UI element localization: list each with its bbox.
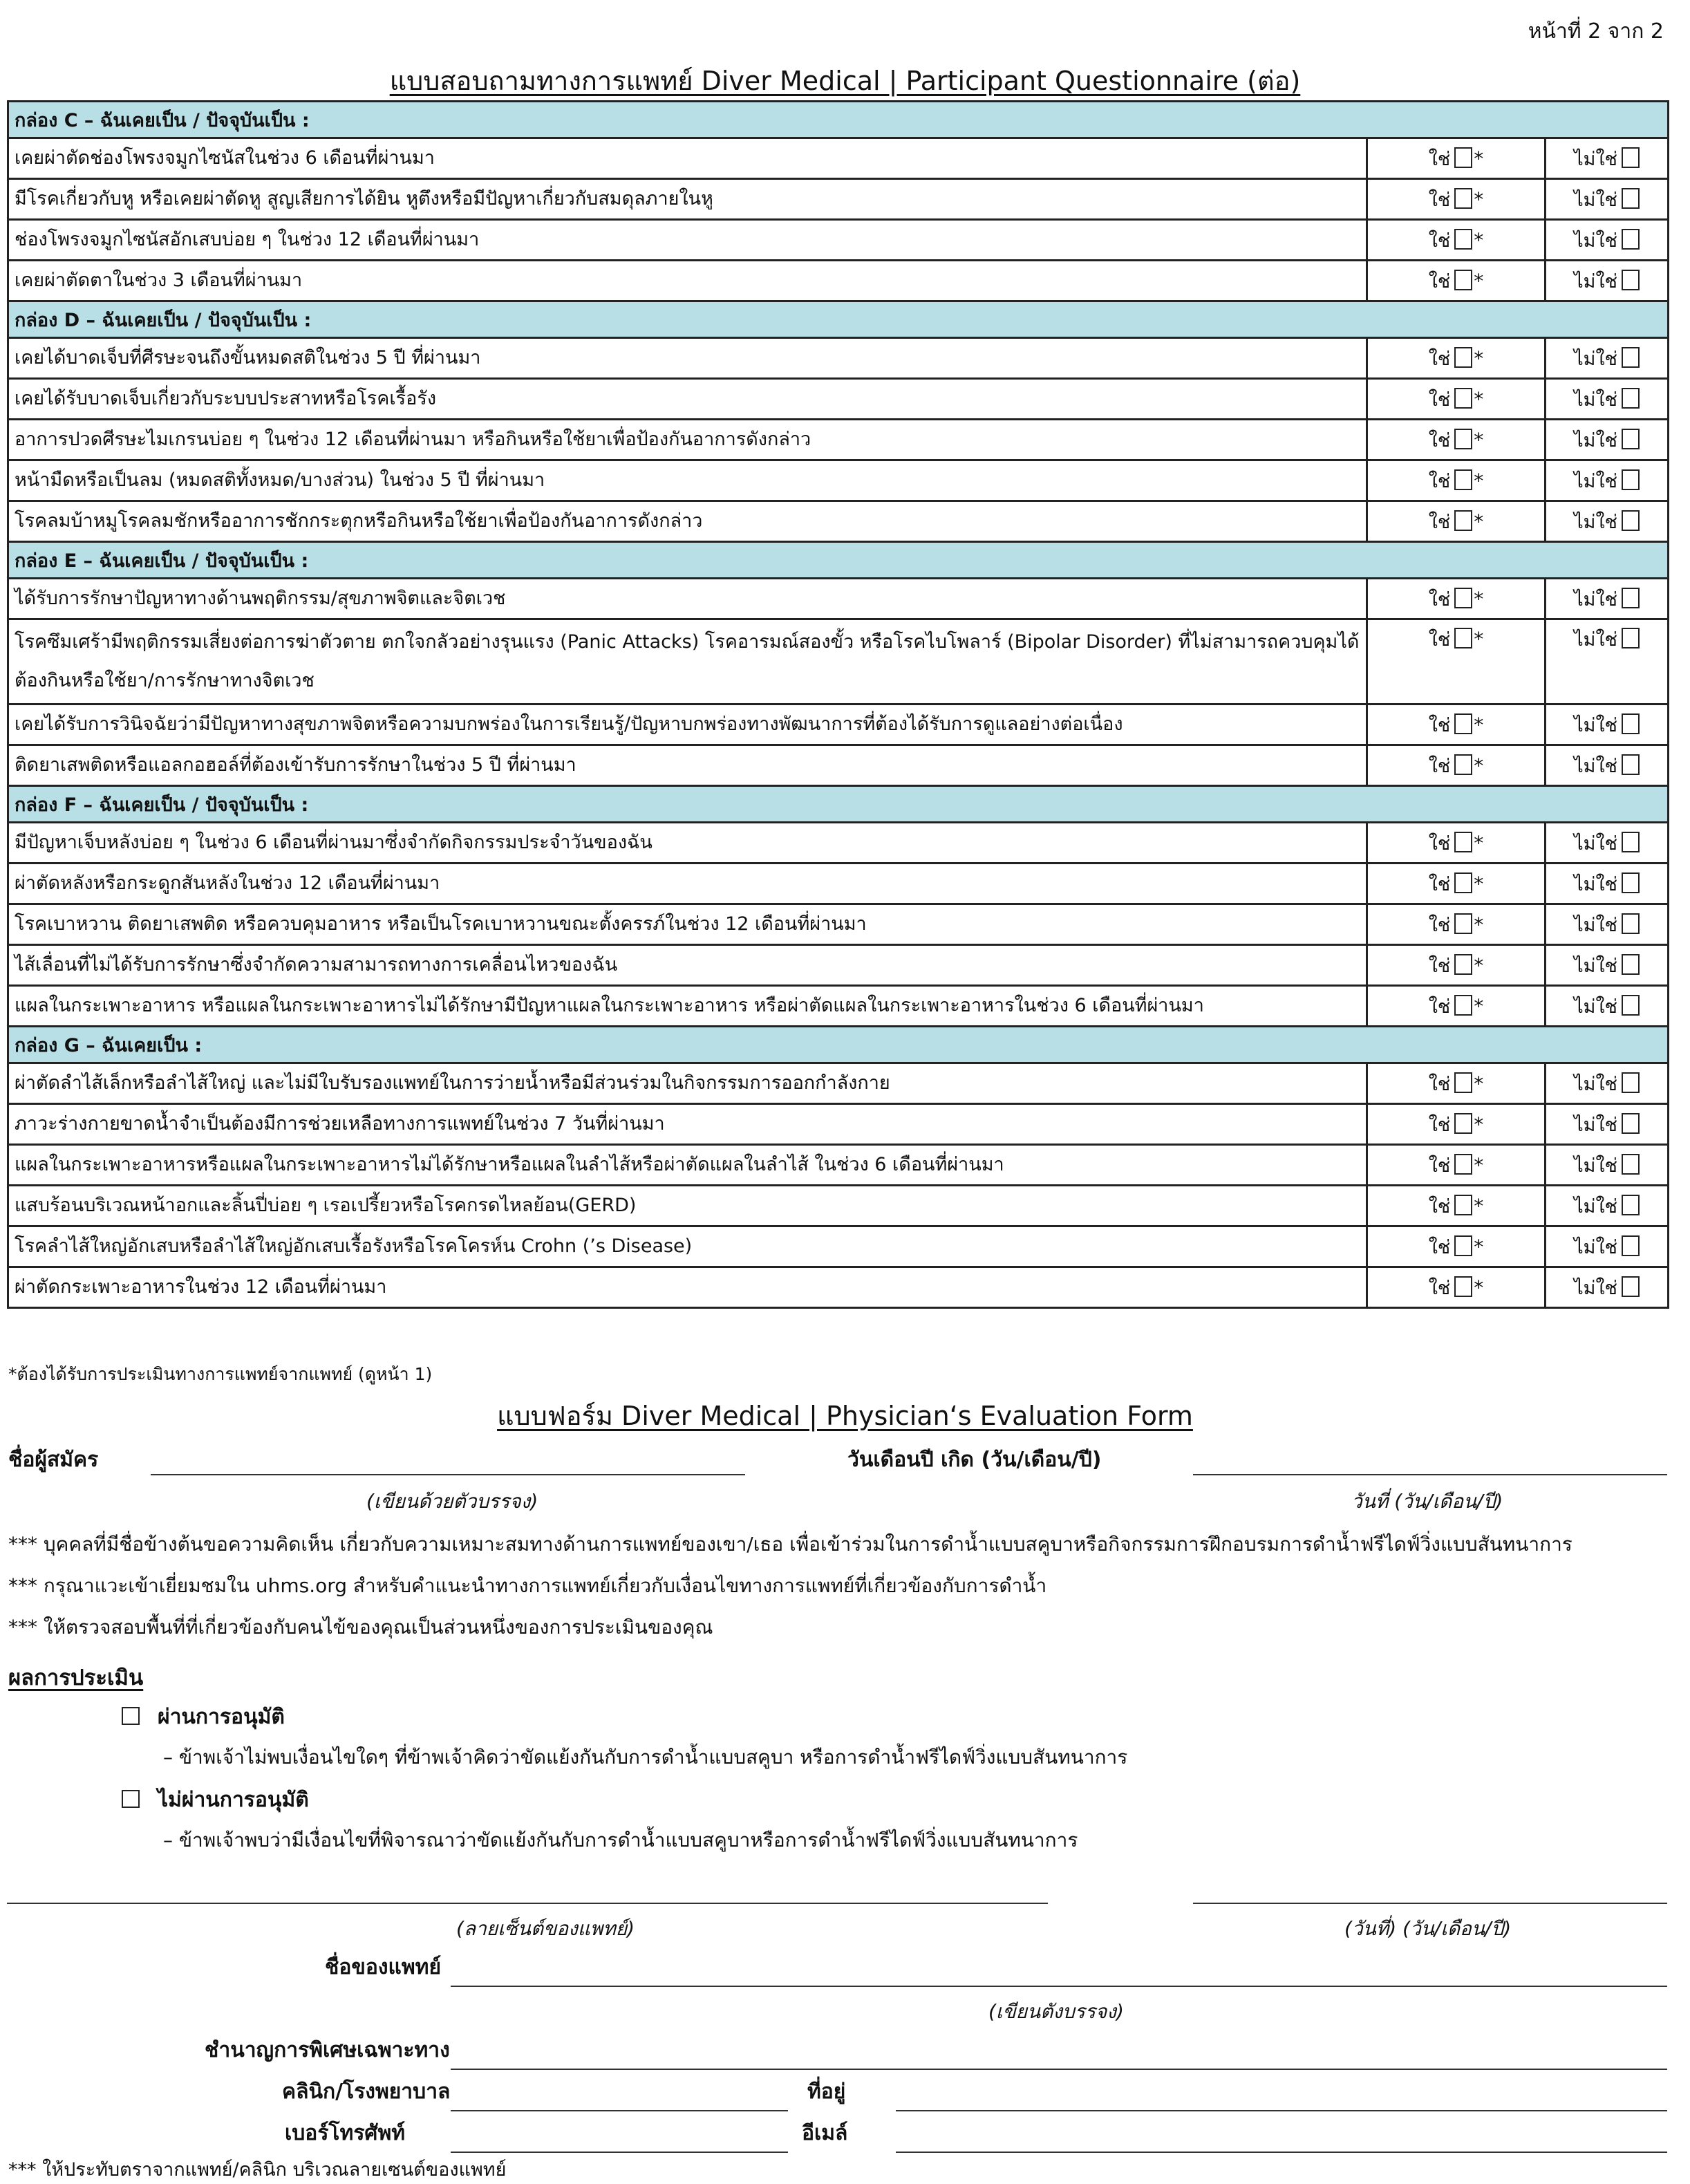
no-cell[interactable] [1546, 220, 1669, 261]
required-star: * [1474, 872, 1484, 895]
yes-cell[interactable] [1367, 420, 1546, 460]
date-hint: (วันที่) (วัน/เดือน/ปี) [1344, 1917, 1512, 1940]
no-cell[interactable] [1546, 379, 1669, 420]
no-cell[interactable] [1546, 986, 1669, 1027]
yes-cell[interactable] [1367, 704, 1546, 745]
no-cell[interactable] [1546, 420, 1669, 460]
no-label: ไม่ใช่ [1574, 389, 1617, 411]
question-text: แผลในกระเพาะอาหารหรือแผลในกระเพาะอาหารไม่ได้รักษาหรือแผลในลำไส้หรือผ่าตัดแผลในลำไส้ ในช่วง 6 เดือนที่ผ่านมา [8, 1145, 1367, 1186]
question-text: ได้รับการรักษาปัญหาทางด้านพฤติกรรม/สุขภาพจิตและจิตเวช [8, 579, 1367, 619]
no-checkbox[interactable] [1622, 388, 1640, 409]
required-star: * [1474, 187, 1484, 211]
question-row [8, 501, 1669, 542]
email-label: อีเมล์ [802, 2121, 848, 2145]
yes-cell[interactable] [1367, 179, 1546, 220]
required-star: * [1474, 269, 1484, 292]
yes-checkbox[interactable] [1454, 1072, 1472, 1093]
no-checkbox[interactable] [1622, 429, 1640, 449]
no-checkbox[interactable] [1622, 1072, 1640, 1093]
no-cell[interactable] [1546, 1226, 1669, 1267]
rejected-label: ไม่ผ่านการอนุมัติ [158, 1788, 309, 1812]
yes-checkbox[interactable] [1454, 429, 1472, 449]
question-row [8, 220, 1669, 261]
no-cell[interactable] [1546, 619, 1669, 704]
required-star: * [1474, 346, 1484, 370]
question-row [8, 904, 1669, 945]
no-cell[interactable] [1546, 460, 1669, 501]
yes-label: ใช่ [1428, 1073, 1451, 1095]
yes-label: ใช่ [1428, 955, 1451, 977]
question-text: ไส้เลื่อนที่ไม่ได้รับการรักษาซึ่งจำกัดความสามารถทางการเคลื่อนไหวของฉัน [8, 945, 1367, 986]
required-star: * [1474, 428, 1484, 451]
yes-label: ใช่ [1428, 1114, 1451, 1136]
question-text: ผ่าตัดหลังหรือกระดูกสันหลังในช่วง 12 เดือนที่ผ่านมา [8, 864, 1367, 904]
required-star: * [1474, 469, 1484, 492]
no-checkbox[interactable] [1622, 588, 1640, 608]
question-text: มีปัญหาเจ็บหลังบ่อย ๆ ในช่วง 6 เดือนที่ผ่านมาซึ่งจำกัดกิจกรรมประจำวันของฉัน [8, 823, 1367, 864]
no-label: ไม่ใช่ [1574, 873, 1617, 895]
physician-name-hint: (เขียนตังบรรจง) [988, 2000, 1124, 2023]
question-text: เคยผ่าตัดช่องโพรงจมูกไซนัสในช่วง 6 เดือนที่ผ่านมา [8, 138, 1367, 179]
physician-signature-field[interactable] [7, 1903, 1048, 1904]
no-label: ไม่ใช่ [1574, 470, 1617, 492]
required-star: * [1474, 713, 1484, 736]
question-text: มีโรคเกี่ยวกับหู หรือเคยผ่าตัดหู สูญเสียการได้ยิน หูตึงหรือมีปัญหาเกี่ยวกับสมดุลภายในหู [8, 179, 1367, 220]
no-cell[interactable] [1546, 1145, 1669, 1186]
required-star: * [1474, 387, 1484, 411]
no-label: ไม่ใช่ [1574, 755, 1617, 777]
no-label: ไม่ใช่ [1574, 1195, 1617, 1217]
signature-date-field[interactable] [1193, 1903, 1667, 1904]
clinic-label: คลินิก/โรงพยาบาล [282, 2080, 451, 2104]
email-field[interactable] [896, 2152, 1667, 2153]
question-text: ผ่าตัดลำไส้เล็กหรือลำไส้ใหญ่ และไม่มีใบรับรองแพทย์ในการว่ายน้ำหรือมีส่วนร่วมในกิจกรรมการออกกำลังกาย [8, 1063, 1367, 1104]
yes-checkbox[interactable] [1454, 954, 1472, 975]
question-row [8, 823, 1669, 864]
section-header: กล่อง C – ฉันเคยเป็น / ปัจจุบันเป็น : [8, 102, 1669, 138]
yes-label: ใช่ [1428, 914, 1451, 936]
section-header-row [8, 542, 1669, 579]
applicant-name-label: ชื่อผู้สมัคร [8, 1448, 99, 1472]
yes-checkbox[interactable] [1454, 229, 1472, 250]
no-checkbox[interactable] [1622, 1113, 1640, 1134]
question-row [8, 864, 1669, 904]
yes-checkbox[interactable] [1454, 628, 1472, 648]
question-text: แผลในกระเพาะอาหาร หรือแผลในกระเพาะอาหารไม่ได้รักษามีปัญหาแผลในกระเพาะอาหาร หรือผ่าตัดแผลในกระเพาะอาหารในช่วง 6 เดือนที่ผ่านมา [8, 986, 1367, 1027]
yes-label: ใช่ [1428, 873, 1451, 895]
no-checkbox[interactable] [1622, 872, 1640, 893]
yes-label: ใช่ [1428, 1236, 1451, 1258]
no-label: ไม่ใช่ [1574, 1155, 1617, 1177]
required-star: * [1474, 831, 1484, 855]
no-checkbox[interactable] [1622, 628, 1640, 648]
question-row [8, 338, 1669, 379]
required-star: * [1474, 994, 1484, 1018]
section-header: กล่อง D – ฉันเคยเป็น / ปัจจุบันเป็น : [8, 301, 1669, 338]
question-row [8, 261, 1669, 301]
approved-description: – ข้าพเจ้าไม่พบเงื่อนไขใดๆ ที่ข้าพเจ้าคิดว่าขัดแย้งกันกับการดำน้ำแบบสคูบา หรือการดำน้ำฟรีไดฟ์วิ่งแบบสันทนาการ [163, 1746, 1128, 1768]
question-text: ผ่าตัดกระเพาะอาหารในช่วง 12 เดือนที่ผ่านมา [8, 1267, 1367, 1308]
question-row [8, 579, 1669, 619]
physician-name-label: ชื่อของแพทย์ [325, 1955, 442, 1979]
questionnaire-title: แบบสอบถามทางการแพทย์ Diver Medical | Participant Questionnaire (ต่อ) [389, 66, 1301, 96]
question-text: โรคซึมเศร้ามีพฤติกรรมเสี่ยงต่อการฆ่าตัวตาย ตกใจกลัวอย่างรุนแรง (Panic Attacks) โรคอารมณ์สองขั้ว หรือโรคไบโพลาร์ (Bipolar Disorder) ที่ไม่สามารถควบคุมได้ต้องกินหรือใช้ยา/การรักษาทางจิตเวช [8, 619, 1367, 704]
rejected-description: – ข้าพเจ้าพบว่ามีเงื่อนไขที่พิจารณาว่าขัดแย้งกันกับการดำน้ำแบบสคูบาหรือการดำน้ำฟรีไดฟ์วิ่งแบบสันทนาการ [163, 1829, 1078, 1851]
question-row [8, 379, 1669, 420]
specialty-field[interactable] [451, 2069, 1667, 2070]
question-text: เคยได้รับการวินิจฉัยว่ามีปัญหาทางสุขภาพจิตหรือความบกพร่องในการเรียนรู้/ปัญหาบกพร่องทางพัฒนาการที่ต้องได้รับการดูแลอย่างต่อเนื่อง [8, 704, 1367, 745]
no-cell[interactable] [1546, 704, 1669, 745]
yes-checkbox[interactable] [1454, 388, 1472, 409]
section-header-row [8, 301, 1669, 338]
birth-date-field[interactable] [1193, 1474, 1667, 1475]
no-cell[interactable] [1546, 745, 1669, 786]
no-label: ไม่ใช่ [1574, 511, 1617, 533]
question-row [8, 1104, 1669, 1145]
no-checkbox[interactable] [1622, 954, 1640, 975]
no-checkbox[interactable] [1622, 913, 1640, 934]
question-row [8, 460, 1669, 501]
birth-date-label: วันเดือนปี เกิด (วัน/เดือน/ปี) [847, 1448, 1102, 1472]
yes-checkbox[interactable] [1454, 1276, 1472, 1297]
question-row [8, 945, 1669, 986]
yes-cell[interactable] [1367, 1063, 1546, 1104]
stamp-note: *** ให้ประทับตราจากแพทย์/คลินิก บริเวณลายเซนต์ของแพทย์ [8, 2159, 507, 2181]
required-star: * [1474, 1276, 1484, 1299]
no-checkbox[interactable] [1622, 1154, 1640, 1175]
no-checkbox[interactable] [1622, 1195, 1640, 1215]
yes-checkbox[interactable] [1454, 872, 1472, 893]
section-header-row [8, 786, 1669, 823]
required-star: * [1474, 1153, 1484, 1177]
yes-label: ใช่ [1428, 755, 1451, 777]
yes-label: ใช่ [1428, 588, 1451, 610]
yes-checkbox[interactable] [1454, 188, 1472, 209]
evaluation-title: แบบฟอร์ม Diver Medical | Physician‘s Evaluation Form [497, 1401, 1193, 1431]
yes-checkbox[interactable] [1454, 147, 1472, 168]
question-row [8, 138, 1669, 179]
yes-checkbox[interactable] [1454, 913, 1472, 934]
yes-label: ใช่ [1428, 511, 1451, 533]
yes-cell[interactable] [1367, 379, 1546, 420]
question-row [8, 704, 1669, 745]
yes-checkbox[interactable] [1454, 347, 1472, 368]
section-header: กล่อง E – ฉันเคยเป็น / ปัจจุบันเป็น : [8, 542, 1669, 579]
clinic-field[interactable] [451, 2110, 788, 2111]
yes-cell[interactable] [1367, 1186, 1546, 1226]
no-label: ไม่ใช่ [1574, 714, 1617, 736]
question-row [8, 986, 1669, 1027]
yes-cell[interactable] [1367, 945, 1546, 986]
no-cell[interactable] [1546, 501, 1669, 542]
question-text: แสบร้อนบริเวณหน้าอกและลิ้นปี่บ่อย ๆ เรอเปรี้ยวหรือโรคกรดไหลย้อน(GERD) [8, 1186, 1367, 1226]
question-row [8, 1226, 1669, 1267]
question-text: ช่องโพรงจมูกไซนัสอักเสบบ่อย ๆ ในช่วง 12 เดือนที่ผ่านมา [8, 220, 1367, 261]
no-checkbox[interactable] [1622, 1235, 1640, 1256]
no-cell[interactable] [1546, 1267, 1669, 1308]
no-checkbox[interactable] [1622, 188, 1640, 209]
no-cell[interactable] [1546, 261, 1669, 301]
question-row [8, 619, 1669, 704]
approved-option[interactable] [122, 1701, 285, 1733]
no-label: ไม่ใช่ [1574, 832, 1617, 855]
no-checkbox[interactable] [1622, 347, 1640, 368]
required-star: * [1474, 628, 1484, 651]
no-checkbox[interactable] [1622, 713, 1640, 734]
yes-checkbox[interactable] [1454, 1113, 1472, 1134]
question-text: ภาวะร่างกายขาดน้ำจำเป็นต้องมีการช่วยเหลือทางการแพทย์ในช่วง 7 วันที่ผ่านมา [8, 1104, 1367, 1145]
section-header-row [8, 102, 1669, 138]
yes-checkbox[interactable] [1454, 1195, 1472, 1215]
no-cell[interactable] [1546, 138, 1669, 179]
approved-label: ผ่านการอนุมัติ [158, 1705, 285, 1729]
question-text: เคยได้บาดเจ็บที่ศีรษะจนถึงขั้นหมดสติในช่วง 5 ปี ที่ผ่านมา [8, 338, 1367, 379]
no-cell[interactable] [1546, 1104, 1669, 1145]
yes-label: ใช่ [1428, 429, 1451, 451]
yes-checkbox[interactable] [1454, 832, 1472, 852]
yes-cell[interactable] [1367, 1267, 1546, 1308]
birth-date-hint: วันที่ (วัน/เดือน/ปี) [1351, 1490, 1503, 1513]
address-field[interactable] [896, 2110, 1667, 2111]
question-text: เคยได้รับบาดเจ็บเกี่ยวกับระบบประสาทหรือโรคเรื้อรัง [8, 379, 1367, 420]
question-row [8, 745, 1669, 786]
required-star: * [1474, 587, 1484, 610]
required-star: * [1474, 510, 1484, 533]
yes-cell[interactable] [1367, 501, 1546, 542]
question-row [8, 1063, 1669, 1104]
address-label: ที่อยู่ [807, 2080, 846, 2104]
question-row [8, 420, 1669, 460]
no-checkbox[interactable] [1622, 754, 1640, 775]
yes-checkbox[interactable] [1454, 1235, 1472, 1256]
yes-label: ใช่ [1428, 629, 1451, 651]
yes-label: ใช่ [1428, 389, 1451, 411]
phone-field[interactable] [451, 2152, 788, 2153]
yes-label: ใช่ [1428, 1277, 1451, 1299]
yes-cell[interactable] [1367, 864, 1546, 904]
no-checkbox[interactable] [1622, 147, 1640, 168]
yes-cell[interactable] [1367, 261, 1546, 301]
required-star: * [1474, 1112, 1484, 1136]
required-star: * [1474, 228, 1484, 252]
no-label: ไม่ใช่ [1574, 230, 1617, 252]
required-star: * [1474, 1194, 1484, 1217]
note-2: *** กรุณาแวะเข้าเยี่ยมชมใน uhms.org สำหรับคำแนะนำทางการแพทย์เกี่ยวกับเงื่อนไขทางการแพทย์ที่เกี่ยวข้องกับการดำน้ำ [8, 1574, 1047, 1597]
no-checkbox[interactable] [1622, 270, 1640, 290]
yes-cell[interactable] [1367, 138, 1546, 179]
no-label: ไม่ใช่ [1574, 588, 1617, 610]
question-row [8, 1145, 1669, 1186]
yes-cell[interactable] [1367, 619, 1546, 704]
question-text: โรคลมบ้าหมูโรคลมชักหรืออาการชักกระตุกหรือกินหรือใช้ยาเพื่อป้องกันอาการดังกล่าว [8, 501, 1367, 542]
yes-label: ใช่ [1428, 1155, 1451, 1177]
note-1: *** บุคคลที่มีชื่อข้างต้นขอความคิดเห็น เกี่ยวกับความเหมาะสมทางด้านการแพทย์ของเขา/เธอ เพื่อเข้าร่วมในการดำน้ำแบบสคูบาหรือกิจกรรมการฝึกอบรมการดำน้ำฟรีไดฟ์วิ่งแบบสันทนาการ [8, 1533, 1572, 1556]
no-label: ไม่ใช่ [1574, 1277, 1617, 1299]
no-checkbox[interactable] [1622, 1276, 1640, 1297]
applicant-name-hint: (เขียนด้วยตัวบรรจง) [366, 1490, 538, 1513]
required-star: * [1474, 1072, 1484, 1095]
no-label: ไม่ใช่ [1574, 1073, 1617, 1095]
applicant-name-field[interactable] [151, 1474, 745, 1475]
no-label: ไม่ใช่ [1574, 996, 1617, 1018]
yes-label: ใช่ [1428, 996, 1451, 1018]
question-text: โรคลำไส้ใหญ่อักเสบหรือลำไส้ใหญ่อักเสบเรื้อรังหรือโรคโครห์น Crohn (’s Disease) [8, 1226, 1367, 1267]
yes-label: ใช่ [1428, 714, 1451, 736]
yes-cell[interactable] [1367, 579, 1546, 619]
no-checkbox[interactable] [1622, 995, 1640, 1016]
questionnaire-body [8, 102, 1669, 1308]
result-heading: ผลการประเมิน [8, 1665, 144, 1690]
yes-label: ใช่ [1428, 148, 1451, 170]
no-cell[interactable] [1546, 179, 1669, 220]
yes-checkbox[interactable] [1454, 713, 1472, 734]
physician-name-field[interactable] [451, 1986, 1667, 1987]
question-text: หน้ามืดหรือเป็นลม (หมดสติทั้งหมด/บางส่วน) ในช่วง 5 ปี ที่ผ่านมา [8, 460, 1367, 501]
no-label: ไม่ใช่ [1574, 629, 1617, 651]
required-star: * [1474, 754, 1484, 777]
no-label: ไม่ใช่ [1574, 348, 1617, 370]
yes-label: ใช่ [1428, 832, 1451, 855]
yes-checkbox[interactable] [1454, 754, 1472, 775]
yes-cell[interactable] [1367, 1145, 1546, 1186]
yes-cell[interactable] [1367, 1226, 1546, 1267]
required-star: * [1474, 913, 1484, 936]
rejected-checkbox[interactable] [122, 1790, 140, 1808]
yes-cell[interactable] [1367, 904, 1546, 945]
no-label: ไม่ใช่ [1574, 1114, 1617, 1136]
required-star: * [1474, 1235, 1484, 1258]
required-star: * [1474, 953, 1484, 977]
yes-cell[interactable] [1367, 745, 1546, 786]
phone-label: เบอร์โทรศัพท์ [285, 2121, 406, 2145]
no-label: ไม่ใช่ [1574, 429, 1617, 451]
yes-label: ใช่ [1428, 230, 1451, 252]
question-row [8, 1186, 1669, 1226]
questionnaire-table [7, 100, 1669, 1309]
yes-checkbox[interactable] [1454, 469, 1472, 490]
yes-cell[interactable] [1367, 220, 1546, 261]
rejected-option[interactable] [122, 1784, 309, 1816]
no-checkbox[interactable] [1622, 510, 1640, 531]
yes-checkbox[interactable] [1454, 510, 1472, 531]
no-cell[interactable] [1546, 864, 1669, 904]
yes-label: ใช่ [1428, 1195, 1451, 1217]
yes-checkbox[interactable] [1454, 588, 1472, 608]
yes-cell[interactable] [1367, 986, 1546, 1027]
signature-hint: (ลายเซ็นต์ของแพทย์) [456, 1917, 635, 1940]
no-label: ไม่ใช่ [1574, 914, 1617, 936]
yes-cell[interactable] [1367, 338, 1546, 379]
yes-label: ใช่ [1428, 270, 1451, 292]
yes-checkbox[interactable] [1454, 1154, 1472, 1175]
no-checkbox[interactable] [1622, 832, 1640, 852]
yes-checkbox[interactable] [1454, 270, 1472, 290]
no-cell[interactable] [1546, 945, 1669, 986]
yes-label: ใช่ [1428, 348, 1451, 370]
no-cell[interactable] [1546, 904, 1669, 945]
note-3: *** ให้ตรวจสอบพื้นที่ที่เกี่ยวข้องกับคนไข้ของคุณเป็นส่วนหนึ่งของการประเมินของคุณ [8, 1616, 713, 1639]
specialty-label: ชำนาญการพิเศษเฉพาะทาง [205, 2038, 450, 2062]
section-header-row [8, 1027, 1669, 1063]
no-checkbox[interactable] [1622, 469, 1640, 490]
approved-checkbox[interactable] [122, 1707, 140, 1725]
footnote: *ต้องได้รับการประเมินทางการแพทย์จากแพทย์ (ดูหน้า 1) [8, 1364, 433, 1384]
no-label: ไม่ใช่ [1574, 148, 1617, 170]
no-cell[interactable] [1546, 1063, 1669, 1104]
question-text: เคยผ่าตัดตาในช่วง 3 เดือนที่ผ่านมา [8, 261, 1367, 301]
yes-label: ใช่ [1428, 470, 1451, 492]
yes-cell[interactable] [1367, 1104, 1546, 1145]
no-cell[interactable] [1546, 1186, 1669, 1226]
question-text: อาการปวดศีรษะไมเกรนบ่อย ๆ ในช่วง 12 เดือนที่ผ่านมา หรือกินหรือใช้ยาเพื่อป้องกันอาการดังกล่าว [8, 420, 1367, 460]
yes-checkbox[interactable] [1454, 995, 1472, 1016]
required-star: * [1474, 147, 1484, 170]
yes-cell[interactable] [1367, 823, 1546, 864]
no-label: ไม่ใช่ [1574, 1236, 1617, 1258]
section-header: กล่อง F – ฉันเคยเป็น / ปัจจุบันเป็น : [8, 786, 1669, 823]
no-label: ไม่ใช่ [1574, 955, 1617, 977]
yes-cell[interactable] [1367, 460, 1546, 501]
no-label: ไม่ใช่ [1574, 270, 1617, 292]
yes-label: ใช่ [1428, 189, 1451, 211]
question-row [8, 1267, 1669, 1308]
no-cell[interactable] [1546, 338, 1669, 379]
no-cell[interactable] [1546, 579, 1669, 619]
question-text: ติดยาเสพติดหรือแอลกอฮอล์ที่ต้องเข้ารับการรักษาในช่วง 5 ปี ที่ผ่านมา [8, 745, 1367, 786]
question-text: โรคเบาหวาน ติดยาเสพติด หรือควบคุมอาหาร หรือเป็นโรคเบาหวานขณะตั้งครรภ์ในช่วง 12 เดือนที่ผ่านมา [8, 904, 1367, 945]
no-label: ไม่ใช่ [1574, 189, 1617, 211]
page-number: หน้าที่ 2 จาก 2 [1528, 19, 1664, 44]
section-header: กล่อง G – ฉันเคยเป็น : [8, 1027, 1669, 1063]
question-row [8, 179, 1669, 220]
no-checkbox[interactable] [1622, 229, 1640, 250]
no-cell[interactable] [1546, 823, 1669, 864]
